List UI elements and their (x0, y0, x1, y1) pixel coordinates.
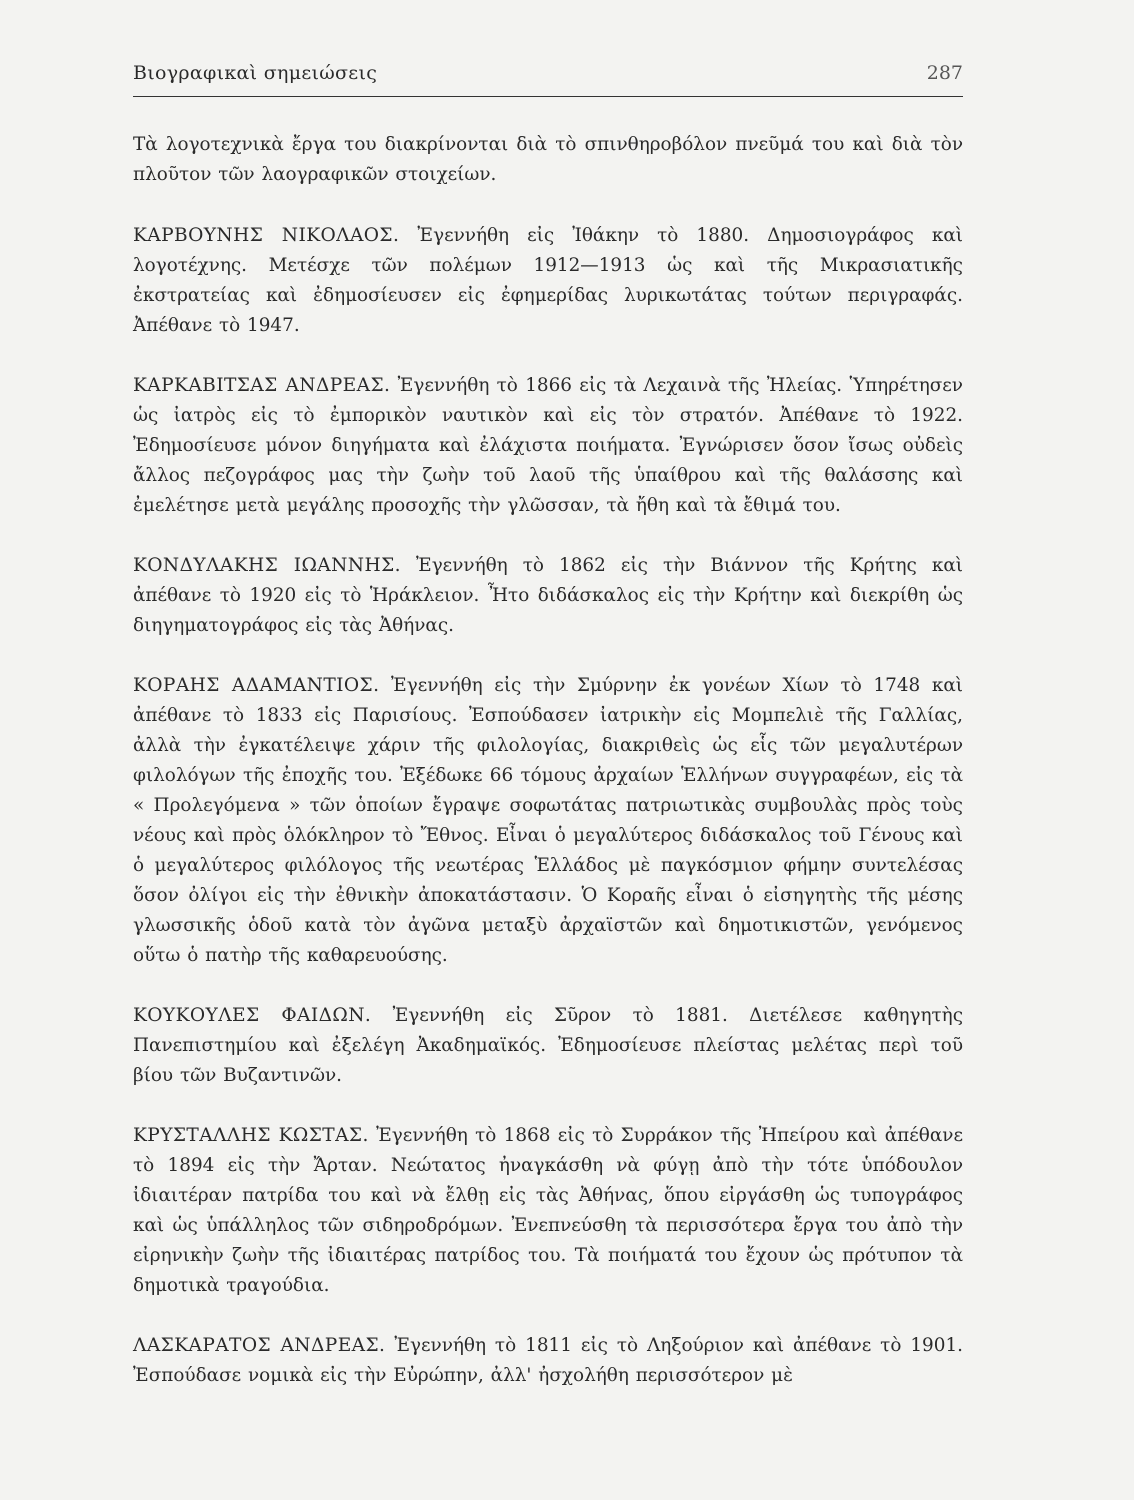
header-title: Βιογραφικαὶ σημειώσεις (133, 62, 378, 84)
paragraph-text: Τὰ λογοτεχνικὰ ἔργα του διακρίνονται διὰ τὸ σπινθηροβόλον πνεῦμά του καὶ διὰ τὸν πλοῦτον τῶν λαογραφικῶν στοιχείων. (133, 134, 963, 185)
entry-kondylakis (133, 551, 963, 641)
entry-name: ΚΟΝΔΥΛΑΚΗΣ ΙΩΑΝΝΗΣ. (133, 555, 401, 576)
entry-text: Ἐγεννήθη εἰς τὴν Σμύρνην ἐκ γονέων Χίων τὸ 1748 καὶ ἀπέθανε τὸ 1833 εἰς Παρισίους. Ἐσπούδασεν ἰατρικὴν εἰς Μομπελιὲ τῆς Γαλλίας, ἀλλὰ τὴν ἐγκατέλειψε χάριν τῆς φιλολογίας, διακριθεὶς ὡς εἷς τῶν μεγαλυτέρων φιλολόγων τῆς ἐποχῆς του. Ἐξέδωκε 66 τόμους ἀρχαίων Ἑλλήνων συγγραφέων, εἰς τὰ « Προλεγόμενα » τῶν ὁποίων ἔγραψε σοφωτάτας πατριωτικὰς συμβουλὰς πρὸς τοὺς νέους καὶ πρὸς ὁλόκληρον τὸ Ἔθνος. Εἶναι ὁ μεγαλύτερος διδάσκαλος τοῦ Γένους καὶ ὁ μεγαλύτερος φιλόλογος τῆς νεωτέρας Ἑλλάδος μὲ παγκόσμιον φήμην συντελέσας ὅσον ὀλίγοι εἰς τὴν ἐθνικὴν ἀποκατάστασιν. Ὁ Κοραῆς εἶναι ὁ εἰσηγητὴς τῆς μέσης γλωσσικῆς ὁδοῦ κατὰ τὸν ἀγῶνα μεταξὺ ἀρχαϊστῶν καὶ δημοτικιστῶν, γενόμενος οὕτω ὁ πατὴρ τῆς καθαρευούσης. (133, 675, 963, 966)
entry-name: ΚΟΥΚΟΥΛΕΣ ΦΑΙΔΩΝ. (133, 1005, 372, 1026)
entry-text: Ἐγεννήθη τὸ 1868 εἰς τὸ Συρράκον τῆς Ἠπείρου καὶ ἀπέθανε τὸ 1894 εἰς τὴν Ἄρταν. Νεώτατος ἠναγκάσθη νὰ φύγῃ ἀπὸ τὴν τότε ὑπόδουλον ἰδιαιτέραν πατρίδα του καὶ νὰ ἔλθῃ εἰς τὰς Ἀθήνας, ὅπου εἰργάσθη ὡς τυπογράφος καὶ ὡς ὑπάλληλος τῶν σιδηροδρόμων. Ἐνεπνεύσθη τὰ περισσότερα ἔργα του ἀπὸ τὴν εἰρηνικὴν ζωὴν τῆς ἰδιαιτέρας πατρίδος του. Τὰ ποιήματά του ἔχουν ὡς πρότυπον τὰ δημοτικὰ τραγούδια. (133, 1125, 963, 1296)
running-header (133, 62, 963, 92)
entry-text: Ἐγεννήθη τὸ 1866 εἰς τὰ Λεχαινὰ τῆς Ἠλείας. Ὑπηρέτησεν ὡς ἰατρὸς εἰς τὸ ἐμπορικὸν ναυτικὸν καὶ εἰς τὸν στρατόν. Ἀπέθανε τὸ 1922. Ἐδημοσίευσε μόνον διηγήματα καὶ ἐλάχιστα ποιήματα. Ἐγνώρισεν ὅσον ἴσως οὐδεὶς ἄλλος πεζογράφος μας τὴν ζωὴν τοῦ λαοῦ τῆς ὑπαίθρου καὶ τῆς θαλάσσης καὶ ἐμελέτησε μετὰ μεγάλης προσοχῆς τὴν γλῶσσαν, τὰ ἤθη καὶ τὰ ἔθιμά του. (133, 375, 963, 516)
entry-text: Ἐγεννήθη τὸ 1811 εἰς τὸ Ληξούριον καὶ ἀπέθανε τὸ 1901. Ἐσπούδασε νομικὰ εἰς τὴν Εὐρώπην, ἀλλ' ἠσχολήθη περισσότερον μὲ (133, 1335, 963, 1386)
entry-text: Ἐγεννήθη εἰς Ἰθάκην τὸ 1880. Δημοσιογράφος καὶ λογοτέχνης. Μετέσχε τῶν πολέμων 1912—1913 ὡς καὶ τῆς Μικρασιατικῆς ἐκστρατείας καὶ ἐδημοσίευσεν εἰς ἐφημερίδας λυρικωτάτας τούτων περιγραφάς. Ἀπέθανε τὸ 1947. (133, 225, 963, 336)
entry-krystallis (133, 1121, 963, 1301)
paragraph-continuation (133, 130, 963, 190)
page-number: 287 (926, 62, 963, 84)
entry-name: ΚΑΡΚΑΒΙΤΣΑΣ ΑΝΔΡΕΑΣ. (133, 375, 391, 396)
entry-name: ΚΡΥΣΤΑΛΛΗΣ ΚΩΣΤΑΣ. (133, 1125, 369, 1146)
entry-name: ΚΑΡΒΟΥΝΗΣ ΝΙΚΟΛΑΟΣ. (133, 225, 400, 246)
entry-laskaratos (133, 1331, 963, 1391)
entry-name: ΚΟΡΑΗΣ ΑΔΑΜΑΝΤΙΟΣ. (133, 675, 380, 696)
body-text (133, 130, 963, 1421)
entry-karkavitsas (133, 371, 963, 521)
entry-korais (133, 671, 963, 971)
entry-karvounis (133, 221, 963, 341)
entry-koukoules (133, 1001, 963, 1091)
entry-text: Ἐγεννήθη τὸ 1862 εἰς τὴν Βιάννον τῆς Κρήτης καὶ ἀπέθανε τὸ 1920 εἰς τὸ Ἡράκλειον. Ἦτο διδάσκαλος εἰς τὴν Κρήτην καὶ διεκρίθη ὡς διηγηματογράφος εἰς τὰς Ἀθήνας. (133, 555, 963, 636)
entry-text: Ἐγεννήθη εἰς Σῦρον τὸ 1881. Διετέλεσε καθηγητὴς Πανεπιστημίου καὶ ἐξελέγη Ἀκαδημαϊκός. Ἐδημοσίευσε πλείστας μελέτας περὶ τοῦ βίου τῶν Βυζαντινῶν. (133, 1005, 963, 1086)
header-rule (133, 96, 963, 97)
entry-name: ΛΑΣΚΑΡΑΤΟΣ ΑΝΔΡΕΑΣ. (133, 1335, 386, 1356)
